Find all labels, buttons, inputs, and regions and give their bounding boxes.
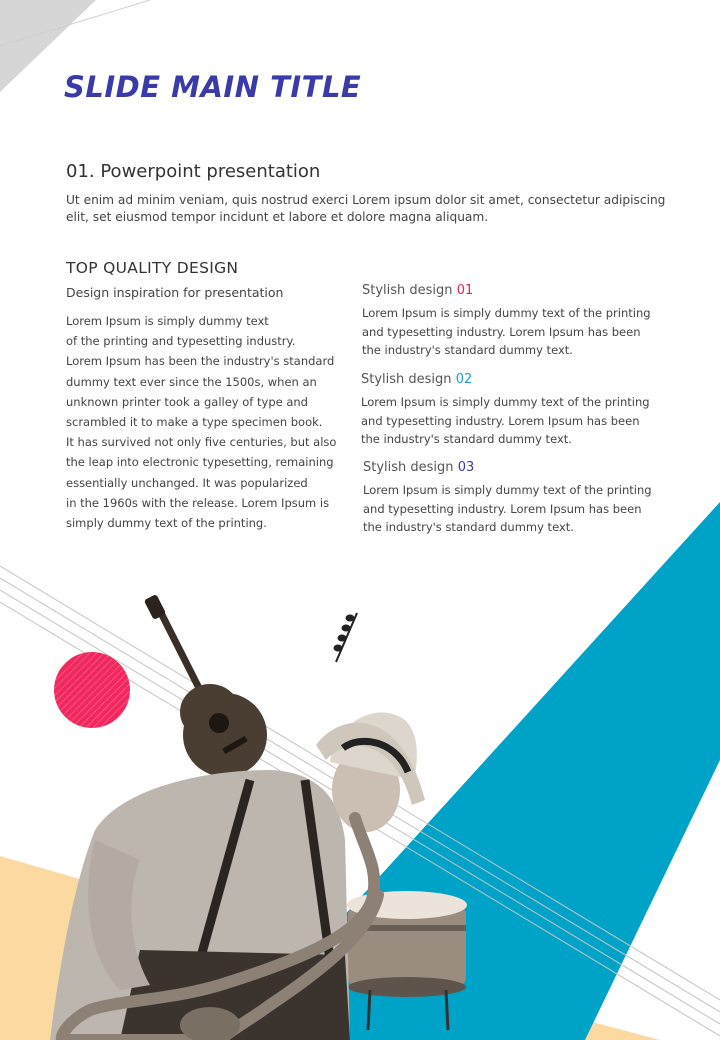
body-line: dummy text ever since the 1500s, when an bbox=[66, 374, 317, 389]
feature-label: Stylish design bbox=[362, 283, 453, 298]
body-line: Lorem Ipsum has been the industry's standard bbox=[66, 354, 335, 369]
body-line: simply dummy text of the printing. bbox=[66, 516, 267, 531]
top-quality-body bbox=[66, 311, 336, 533]
feature-title bbox=[361, 372, 661, 387]
body-line: scrambled it to make a type specimen book. bbox=[66, 415, 323, 430]
pink-circle bbox=[54, 652, 130, 728]
section-heading: 01. Powerpoint presentation bbox=[66, 161, 321, 182]
feature-label: Stylish design bbox=[363, 460, 454, 475]
top-quality-subheading: Design inspiration for presentation bbox=[66, 285, 284, 300]
feature-title bbox=[363, 460, 663, 475]
feature-number: 02 bbox=[455, 372, 473, 387]
guitar-illustration bbox=[144, 594, 267, 777]
desc-line: and typesetting industry. Lorem Ipsum has been bbox=[363, 501, 642, 516]
feature-item-02 bbox=[361, 372, 661, 449]
desc-line: the industry's standard dummy text. bbox=[361, 432, 572, 446]
desc-line: the industry's standard dummy text. bbox=[362, 343, 573, 357]
feature-description bbox=[361, 393, 661, 449]
desc-line: and typesetting industry. Lorem Ipsum has been bbox=[362, 324, 641, 339]
feature-item-01 bbox=[362, 283, 662, 360]
body-line: essentially unchanged. It was popularized bbox=[66, 475, 308, 490]
desc-line: Lorem Ipsum is simply dummy text of the printing bbox=[361, 395, 650, 409]
body-line: Lorem Ipsum is simply dummy text bbox=[66, 314, 269, 328]
body-line: the leap into electronic typesetting, remaining bbox=[66, 455, 334, 470]
feature-number: 01 bbox=[456, 283, 474, 298]
intro-paragraph: Ut enim ad minim veniam, quis nostrud exerci Lorem ipsum dolor sit amet, consectetur adipiscing elit, set eiusmod tempor incidunt et labore et dolore magna aliquam. bbox=[66, 193, 666, 224]
desc-line: Lorem Ipsum is simply dummy text of the printing bbox=[363, 483, 652, 497]
body-line: It has survived not only five centuries, but also bbox=[66, 435, 337, 450]
feature-label: Stylish design bbox=[361, 372, 452, 387]
feature-item-03 bbox=[363, 460, 663, 537]
desc-line: the industry's standard dummy text. bbox=[363, 520, 574, 534]
desc-line: Lorem Ipsum is simply dummy text of the printing bbox=[362, 306, 651, 320]
top-quality-heading: TOP QUALITY DESIGN bbox=[66, 259, 239, 277]
feature-number: 03 bbox=[457, 460, 475, 475]
music-notes-icon bbox=[334, 613, 357, 662]
desc-line: and typesetting industry. Lorem Ipsum has been bbox=[361, 413, 640, 428]
body-line: in the 1960s with the release. Lorem Ipsum is bbox=[66, 495, 330, 510]
feature-title bbox=[362, 283, 662, 298]
feature-description bbox=[362, 304, 662, 360]
body-line: of the printing and typesetting industry. bbox=[66, 334, 296, 349]
feature-description bbox=[363, 481, 663, 537]
slide-main-title: SLIDE MAIN TITLE bbox=[64, 70, 362, 104]
body-line: unknown printer took a galley of type and bbox=[66, 394, 308, 409]
